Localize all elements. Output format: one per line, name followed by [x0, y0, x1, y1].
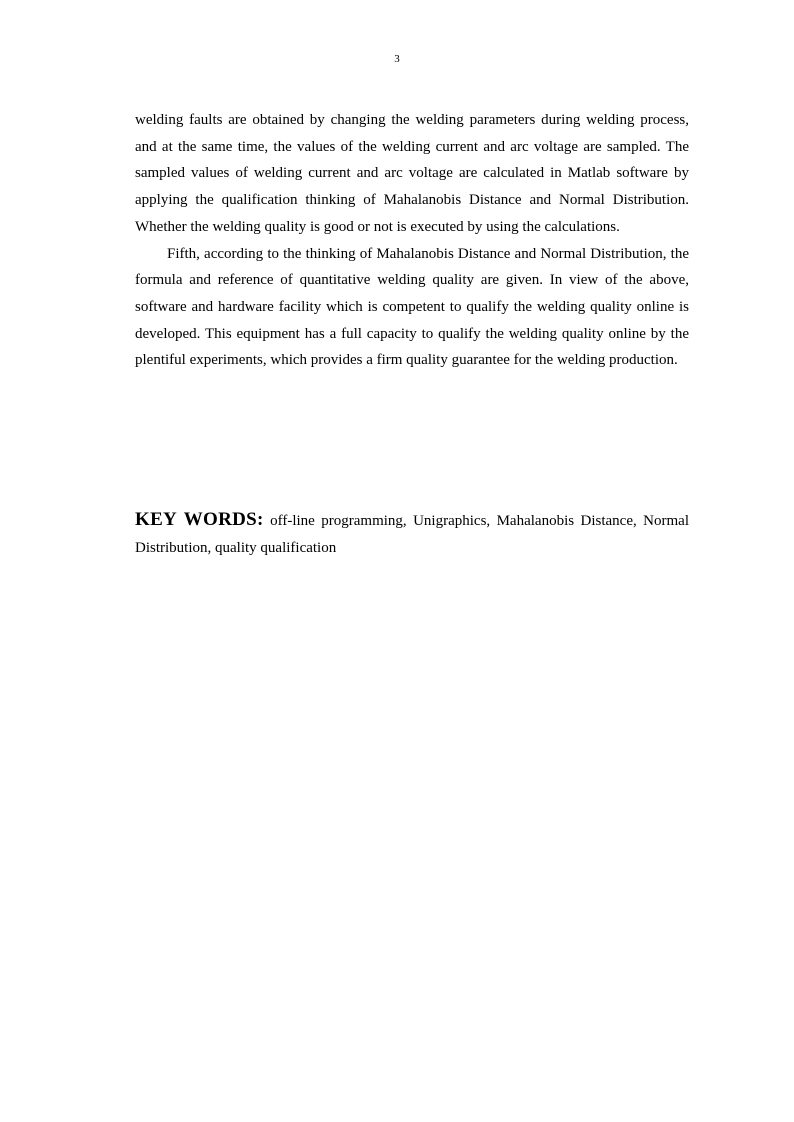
keywords-label: KEY WORDS: — [135, 509, 264, 530]
keywords-text: off-line programming, Unigraphics, Mahalanobis Distance, Normal Distribution, quality qualification — [135, 513, 689, 556]
keywords-line — [135, 506, 689, 562]
abstract-body — [135, 107, 689, 374]
abstract-paragraph: Fifth, according to the thinking of Mahalanobis Distance and Normal Distribution, the formula and reference of quantitative welding quality are given. In view of the above, software and hardware facility which is competent to qualify the welding quality online is developed. This equipment has a full capacity to qualify the welding quality online by the plentiful experiments, which provides a firm quality guarantee for the welding production. — [135, 245, 689, 369]
page-number: 3 — [394, 53, 400, 65]
abstract-paragraph: welding faults are obtained by changing the welding parameters during welding process, and at the same time, the values of the welding current and arc voltage are sampled. The sampled values of welding current and arc voltage are calculated in Matlab software by applying the qualification thinking of Mahalanobis Distance and Normal Distribution. Whether the welding quality is good or not is executed by using the calculations. — [135, 112, 689, 235]
